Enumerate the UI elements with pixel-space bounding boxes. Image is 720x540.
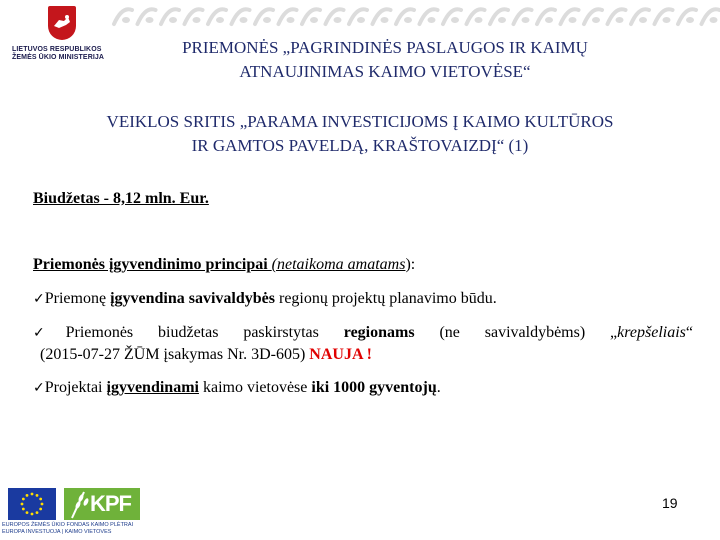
principles-label: Priemonės įgyvendinimo principai (33, 256, 272, 273)
bullet-item-3 (33, 377, 693, 399)
wheat-motif (255, 9, 273, 24)
eu-star-icon (41, 503, 44, 506)
ministry-logo-line1: LIETUVOS RESPUBLIKOS (12, 46, 102, 53)
bullet-item-1 (33, 288, 693, 310)
bullet-3-text-mid: kaimo vietovėse (198, 379, 312, 396)
ministry-logo (12, 6, 110, 74)
wheat-motif (608, 9, 626, 24)
wheat-motif (537, 9, 555, 24)
wheat-motif (420, 9, 438, 24)
bullet-1-text-end: regionų projektų planavimo būdu. (275, 290, 497, 307)
eu-star-icon (26, 494, 29, 497)
eu-star-icon (31, 513, 34, 516)
eu-star-icon (39, 498, 42, 501)
wheat-motif (326, 9, 344, 24)
bullet-2-text-mid: (ne savivaldybėms) „ (414, 324, 618, 341)
wheat-motif (561, 9, 579, 24)
kpf-logo-text: KPF (90, 491, 131, 516)
wheat-motif (138, 9, 156, 24)
bullet-2-text: Priemonės biudžetas paskirstytas (65, 324, 344, 341)
ministry-logo-line2: ŽEMĖS ŪKIO MINISTERIJA (12, 54, 105, 61)
wheat-motif (396, 9, 414, 24)
wheat-motif (490, 9, 508, 24)
ministry-logo-text (12, 46, 110, 62)
bullet-item-2-continuation (40, 344, 372, 366)
wheat-motif (279, 9, 297, 24)
wheat-motif (678, 9, 696, 24)
title-line1: PRIEMONĖS „PAGRINDINĖS PASLAUGOS IR KAIMŲ (182, 38, 588, 57)
eu-fund-caption (2, 522, 152, 536)
eu-star-icon (22, 508, 25, 511)
wheat-motif (373, 9, 391, 24)
wheat-motif (443, 9, 461, 24)
eu-star-icon (36, 494, 39, 497)
wheat-motif (514, 9, 532, 24)
bullet-3-bold-underline: įgyvendinami (106, 379, 199, 396)
principles-close: ): (405, 256, 416, 273)
wheat-pattern-decoration (108, 0, 720, 34)
bullet-1-bold: įgyvendina savivaldybės (110, 290, 275, 307)
principles-note: (netaikoma amatams (271, 256, 406, 273)
check-bullet-icon: ✓ (33, 325, 66, 341)
wheat-motif (185, 9, 203, 24)
bullet-3-bold: iki 1000 gyventojų (311, 379, 437, 396)
eu-star-icon (26, 511, 29, 514)
eu-fund-caption-line2: EUROPA INVESTUOJA | KAIMO VIETOVES (2, 529, 112, 535)
wheat-icon (66, 488, 92, 520)
budget-text: Biudžetas - 8,12 mln. Eur. (33, 190, 209, 207)
principles-heading (33, 256, 415, 274)
eu-fund-caption-line1: EUROPOS ŽEMĖS ŪKIO FONDAS KAIMO PLĖTRAI (2, 522, 134, 528)
page-subtitle (90, 110, 630, 158)
bullet-2-bold: regionams (343, 324, 415, 341)
wheat-motif (161, 9, 179, 24)
wheat-motif (208, 9, 226, 24)
new-badge: NAUJA ! (309, 346, 372, 363)
eu-star-icon (36, 511, 39, 514)
bullet-item-2 (33, 322, 693, 344)
subtitle-line2: IR GAMTOS PAVELDĄ, KRAŠTOVAIZDĮ“ (1) (191, 136, 529, 155)
bullet-2-quote-close: “ (685, 324, 694, 341)
wheat-motif (232, 9, 250, 24)
subtitle-line1: VEIKLOS SRITIS „PARAMA INVESTICIJOMS Į KAIMO KULTŪROS (106, 112, 614, 131)
page-title (120, 36, 650, 84)
wheat-motif (349, 9, 367, 24)
title-line2: ATNAUJINIMAS KAIMO VIETOVĖSE“ (239, 62, 531, 81)
check-bullet-icon: ✓ (33, 291, 45, 307)
wheat-motif (114, 9, 132, 24)
wheat-motif (655, 9, 673, 24)
bullet-2-reference: (2015-07-27 ŽŪM įsakymas Nr. 3D-605) (40, 346, 310, 363)
bullet-3-period: . (436, 379, 441, 396)
kpf-logo (64, 488, 140, 520)
eu-star-icon (39, 508, 42, 511)
eu-star-icon (22, 498, 25, 501)
wheat-motif (302, 9, 320, 24)
coat-of-arms-icon (48, 6, 76, 40)
bullet-1-text: Priemonę (44, 290, 111, 307)
wheat-motif (467, 9, 485, 24)
check-bullet-icon: ✓ (33, 380, 45, 396)
page-number: 19 (662, 495, 678, 511)
wheat-motif (702, 9, 720, 24)
wheat-motif (631, 9, 649, 24)
bullet-2-italic: krepšeliais (617, 324, 686, 341)
bullet-3-text: Projektai (44, 379, 107, 396)
eu-flag-logo (8, 488, 56, 520)
eu-star-icon (31, 493, 34, 496)
eu-star-icon (21, 503, 24, 506)
wheat-motif (584, 9, 602, 24)
